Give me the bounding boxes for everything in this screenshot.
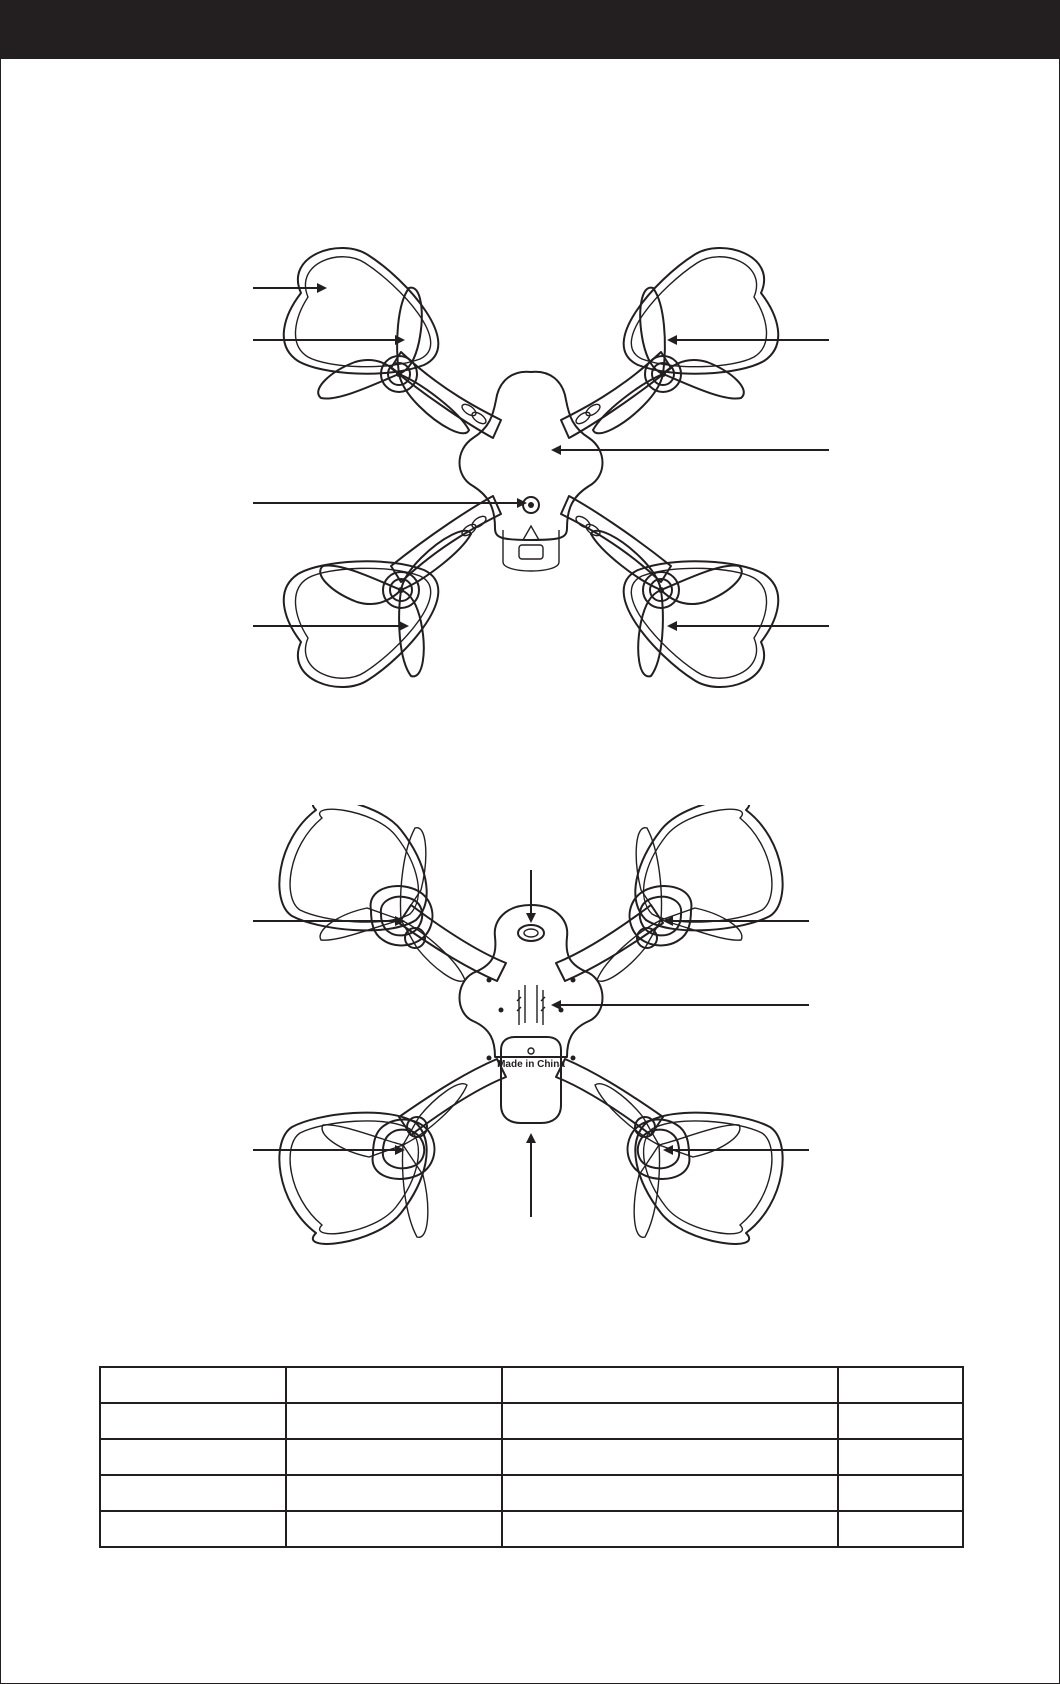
- made-in-china-text: Made in China: [497, 1059, 565, 1070]
- table-cell: [100, 1403, 286, 1439]
- table-cell: [100, 1367, 286, 1403]
- table-cell: [838, 1439, 963, 1475]
- propeller-top-right: [593, 288, 744, 434]
- table-cell: [286, 1511, 502, 1547]
- drone-top-view: [1, 240, 1060, 710]
- table-cell: [838, 1511, 963, 1547]
- table-cell: [838, 1403, 963, 1439]
- table-cell: [286, 1367, 502, 1403]
- table-cell: [100, 1439, 286, 1475]
- table-cell: [100, 1511, 286, 1547]
- table-cell: [838, 1475, 963, 1511]
- table-cell: [838, 1367, 963, 1403]
- header-bar: [1, 0, 1059, 59]
- motor-bottomview-top-left: [320, 828, 465, 981]
- table-cell: [502, 1475, 838, 1511]
- parts-table: [99, 1366, 964, 1548]
- motor-bottomview-bottom-right: [595, 1084, 740, 1237]
- callout-arrows-bottom: [253, 870, 809, 1217]
- table-cell: [286, 1475, 502, 1511]
- table-row: [100, 1439, 963, 1475]
- table-cell: [286, 1403, 502, 1439]
- propeller-bottom-left: [320, 531, 471, 677]
- table-row: [100, 1511, 963, 1547]
- drone-bottom-view: [1, 805, 1060, 1255]
- motor-bottomview-top-right: [597, 828, 742, 981]
- table-cell: [502, 1439, 838, 1475]
- propeller-top-left: [318, 288, 469, 434]
- table-row: [100, 1367, 963, 1403]
- motor-bottomview-bottom-left: [322, 1084, 467, 1237]
- table-cell: [100, 1475, 286, 1511]
- table-cell: [502, 1367, 838, 1403]
- table-row: [100, 1403, 963, 1439]
- callout-arrows-top: [253, 283, 829, 631]
- table-cell: [502, 1511, 838, 1547]
- table-row: [100, 1475, 963, 1511]
- propeller-bottom-right: [591, 531, 742, 677]
- table-cell: [286, 1439, 502, 1475]
- table-cell: [502, 1403, 838, 1439]
